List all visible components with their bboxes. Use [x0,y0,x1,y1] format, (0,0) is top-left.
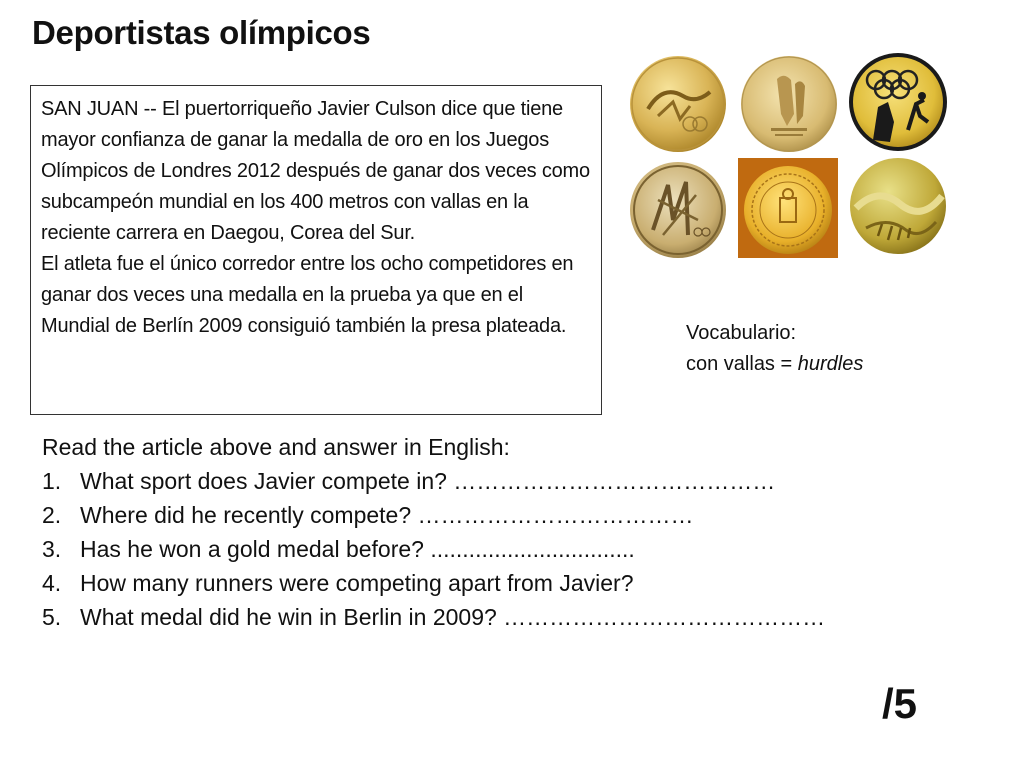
page-title: Deportistas olímpicos [32,14,371,51]
question-number: 2. [42,502,62,528]
question-number: 5. [42,604,62,630]
question-item [42,600,825,634]
gold-medal-ornate-icon [738,158,838,258]
medals-image-grid [628,52,952,262]
question-text: How many runners were competing apart from Javier? [80,570,634,596]
question-item [42,498,825,532]
gold-medal-figures-icon [739,54,839,154]
vocabulary-translation: hurdles [797,353,864,375]
question-list [42,464,825,634]
questions-section [42,430,825,634]
questions-instruction: Read the article above and answer in English: [42,434,510,460]
gold-medal-wave-icon [848,156,948,256]
question-item [42,566,825,600]
gold-medal-abstract-icon [628,160,728,260]
gold-medal-runner-icon [628,54,728,154]
vocabulary-heading: Vocabulario: [686,322,797,344]
question-text: What medal did he win in Berlin in 2009? …………………………………… [80,604,826,630]
question-number: 1. [42,468,62,494]
vocabulary-entry [686,349,863,380]
olympic-rings-medal-icon [848,52,948,152]
question-text: Has he won a gold medal before? ................................ [80,536,635,562]
question-item [42,532,825,566]
question-number: 4. [42,570,62,596]
question-text: Where did he recently compete? ……………………………… [80,502,694,528]
vocabulary-term: con vallas = [686,353,798,375]
question-text: What sport does Javier compete in? …………………………………… [80,468,776,494]
vocabulary-box [686,318,863,380]
article-box [30,85,602,415]
article-paragraph-2: El atleta fue el único corredor entre los ocho competidores en ganar dos veces una medalla en la prueba ya que en el Mundial de Berlín 2009 consiguió también la presa plateada. [41,253,574,337]
question-item [42,464,825,498]
score-total: /5 [882,680,918,727]
question-number: 3. [42,536,62,562]
article-paragraph-1: SAN JUAN -- El puertorriqueño Javier Culson dice que tiene mayor confianza de ganar la medalla de oro en los Juegos Olímpicos de Londres 2012 después de ganar dos veces como subcampeón mundial en los 400 metros con vallas en la reciente carrera en Daegou, Corea del Sur. [41,98,590,244]
